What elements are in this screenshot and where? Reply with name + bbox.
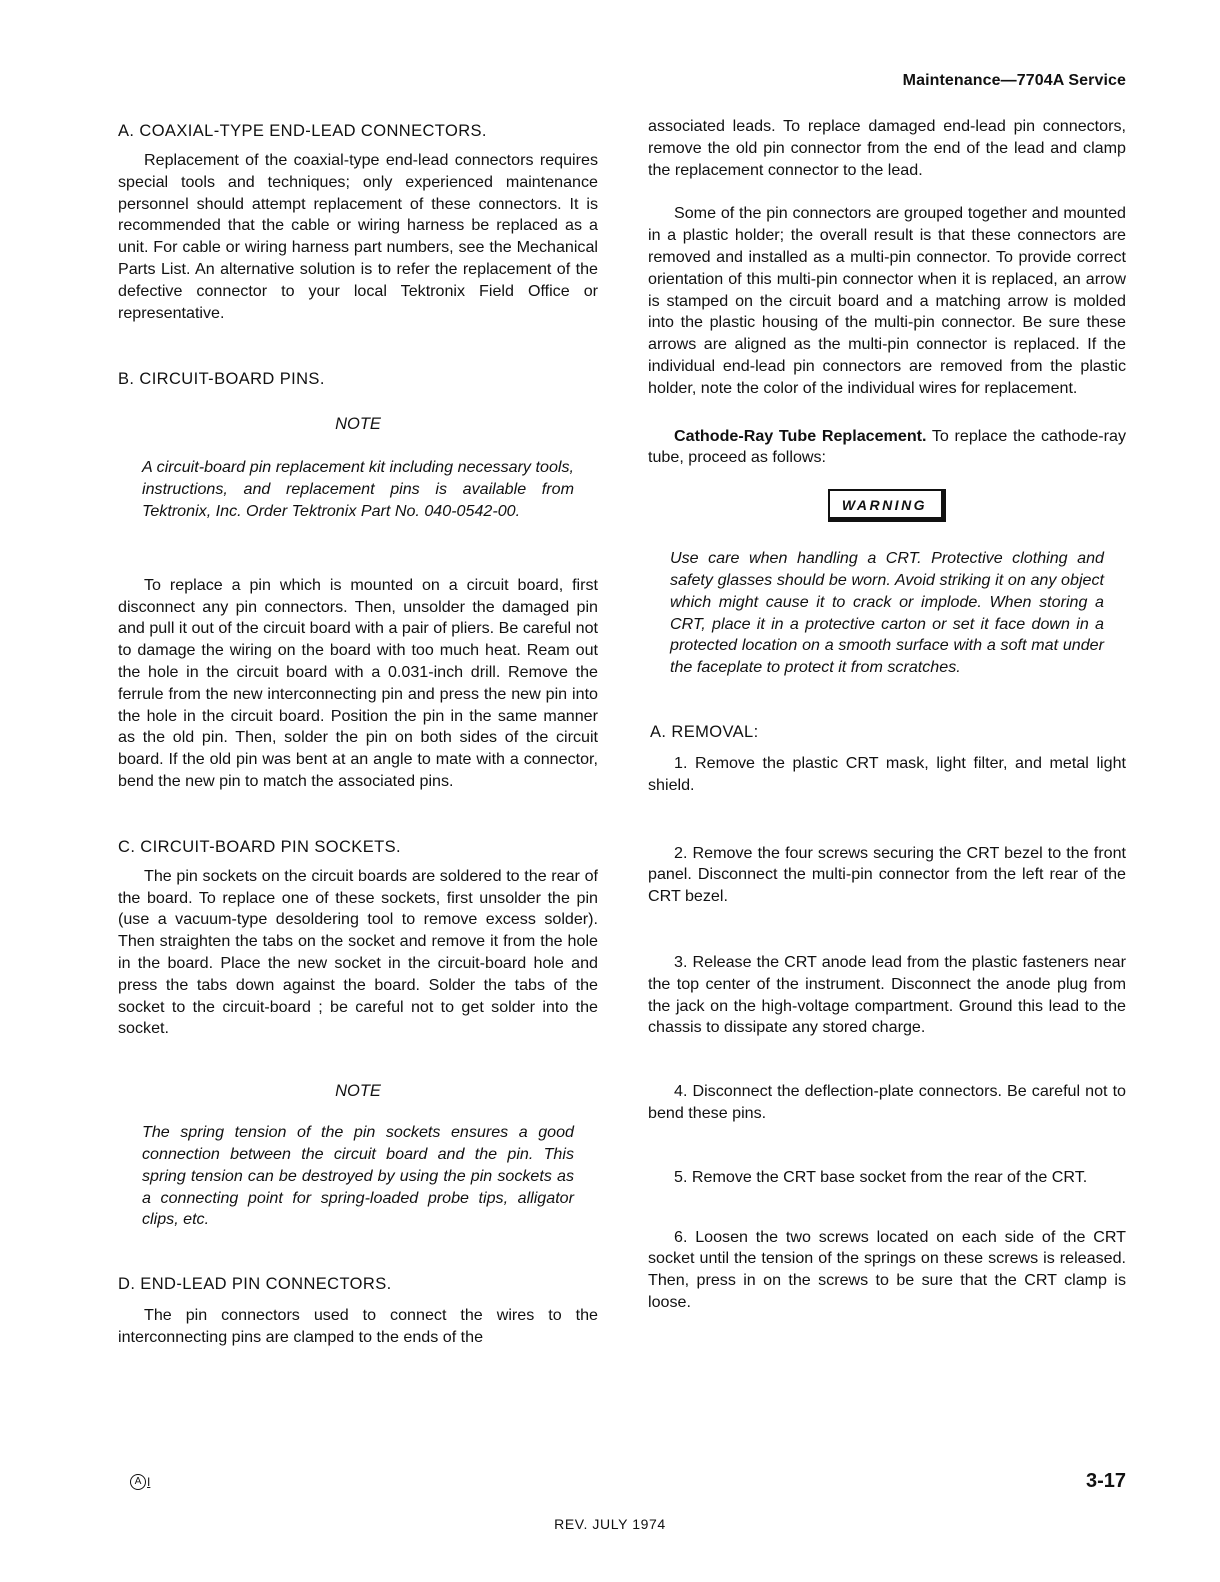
section-a-heading: A. COAXIAL-TYPE END-LEAD CONNECTORS. (118, 122, 487, 140)
continuation-paragraph: associated leads. To replace damaged end-lead pin connectors, remove the old pin connector from the end of the lead and clamp the replacement connector to the lead. (648, 117, 1126, 179)
revision-symbol (130, 1474, 150, 1490)
multipin-paragraph: Some of the pin connectors are grouped together and mounted in a plastic holder; the overall result is that these connectors are removed and installed as a multi-pin connector. To provide correct orientation of this multi-pin connector when it is replaced, an arrow is stamped on the circuit board and a matching arrow is molded into the plastic housing of the multi-pin connector. Be sure these arrows are aligned as the multi-pin connector is replaced. If the individual end-lead pin connectors are removed from the plastic holder, note the color of the individual wires for replacement. (648, 204, 1126, 397)
crt-heading: Cathode-Ray Tube Replacement. (674, 426, 927, 445)
removal-step: 4. Disconnect the deflection-plate connectors. Be careful not to bend these pins. (648, 1082, 1126, 1122)
revision-date: REV. JULY 1974 (554, 1516, 666, 1532)
removal-step: 5. Remove the CRT base socket from the rear of the CRT. (674, 1167, 1088, 1186)
running-header: Maintenance—7704A Service (902, 72, 1126, 89)
removal-step: 2. Remove the four screws securing the CRT bezel to the front panel. Disconnect the multi-pin connector from the left rear of the CRT bezel. (648, 843, 1126, 906)
section-a-paragraph: Replacement of the coaxial-type end-lead connectors requires special tools and techniques; only experienced maintenance personnel should attempt replacement of these connectors. It is recommended that the cable or wiring harness be replaced as a unit. For cable or wiring harness part numbers, see the Mechanical Parts List. An alternative solution is to refer the replacement of the defective connector to your local Tektronix Field Office or representative. (118, 151, 598, 322)
warning-banner (648, 489, 1126, 522)
crt-intro: To replace the cathode-ray tube, proceed as follows: (648, 426, 1126, 467)
note-title: NOTE (335, 415, 381, 434)
right-column (648, 114, 1126, 1314)
page-number: 3-17 (1085, 1470, 1126, 1492)
removal-step: 6. Loosen the two screws located on each side of the CRT socket until the tension of the springs on these screws is released. Then, press in on the screws to be sure that the CRT clamp is loose. (648, 1227, 1126, 1311)
revision-symbol-letter: A (130, 1474, 146, 1490)
note-title: NOTE (335, 1082, 381, 1101)
removal-step: 1. Remove the plastic CRT mask, light filter, and metal light shield. (648, 753, 1126, 794)
removal-step: 3. Release the CRT anode lead from the plastic fasteners near the top center of the instrument. Disconnect the anode plug from the jack on the high-voltage compartment. Ground this lead to the chassis to dissipate any stored charge. (648, 952, 1126, 1037)
warning-body: Use care when handling a CRT. Protective clothing and safety glasses should be worn. Avoid striking it on any object which might cause it to crack or implode. When storing a CRT, place it in a protective carton or set it face down in a protected location on a smooth surface with a soft mat under the faceplate to protect it from scratches. (670, 549, 1104, 677)
note-body: The spring tension of the pin sockets ensures a good connection between the circuit board and the pin. This spring tension can be destroyed by using the pin sockets as a connecting point for spring-loaded probe tips, alligator clips, etc. (142, 1123, 574, 1229)
section-b-heading: B. CIRCUIT-BOARD PINS. (118, 370, 325, 389)
section-c-paragraph: The pin sockets on the circuit boards are soldered to the rear of the board. To replace one of these sockets, first unsolder the pin (use a vacuum-type desoldering tool to remove excess solder). Then straighten the tabs on the socket and remove it from the hole in the board. Place the new socket in the circuit-board hole and press the tabs down against the board. Solder the tabs of the socket to the circuit-board ; be careful not to get solder into the socket. (118, 866, 598, 1038)
section-b-paragraph: To replace a pin which is mounted on a circuit board, first disconnect any pin connectors. Then, unsolder the damaged pin and pull it out of the circuit board with a pair of pliers. Be careful not to damage the wiring on the board with too much heat. Ream out the hole in the circuit board with a 0.031-inch drill. Remove the ferrule from the new interconnecting pin and press the new pin into the hole in the circuit board. Position the pin in the same manner as the old pin. Then, solder the pin on both sides of the circuit board. If the old pin was bent at an angle to mate with a connector, bend the new pin to match the associated pins. (118, 575, 598, 790)
section-d-heading: D. END-LEAD PIN CONNECTORS. (118, 1275, 392, 1294)
section-d-paragraph: The pin connectors used to connect the wires to the interconnecting pins are clamped to the ends of the (118, 1306, 598, 1346)
left-column (118, 114, 598, 1349)
revision-symbol-sub: I (147, 1475, 151, 1489)
warning-label: WARNING (828, 489, 946, 522)
section-c-heading: C. CIRCUIT-BOARD PIN SOCKETS. (118, 837, 401, 856)
removal-heading: A. REMOVAL: (650, 722, 759, 741)
note-body: A circuit-board pin replacement kit including necessary tools, instructions, and replacement pins is available from Tektronix, Inc. Order Tektronix Part No. 040-0542-00. (142, 458, 574, 520)
crt-intro-paragraph (648, 426, 1126, 470)
